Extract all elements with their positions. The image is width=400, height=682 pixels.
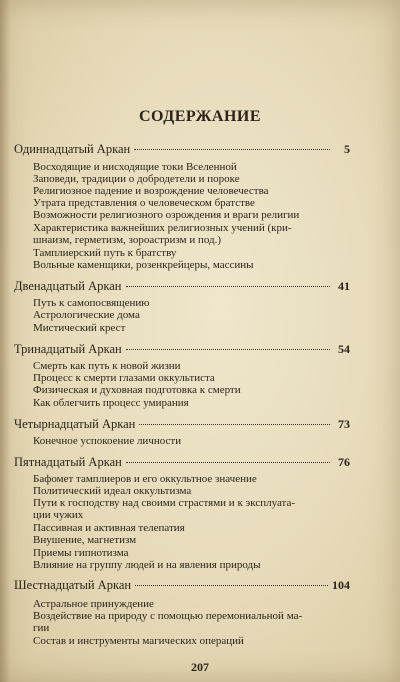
toc-item: Возможности религиозного озрождения и враги религии [33,209,300,221]
toc-item: гии [33,622,50,634]
chapter-page-number: 104 [332,578,350,592]
toc-item: Процесс к смерти глазами оккультиста [33,372,215,384]
toc-item: Политический идеал оккультизма [33,485,192,497]
page-title: СОДЕРЖАНИЕ [138,108,262,125]
toc-item: Вольные каменщики, розенкрейцеры, массины [33,259,254,271]
toc-item: ции чужих [33,509,84,521]
toc-item: Влияние на группу людей и на явления природы [33,559,261,571]
toc-item: Утрата представления о человеческом братстве [33,197,255,209]
dot-leader [126,349,330,350]
toc-item: Астральное принуждение [33,598,154,610]
toc-chapter-13 [14,342,350,356]
toc-item: Путь к самопосвящению [33,297,150,309]
toc-item: Бафомет тамплиеров и его оккультное значение [33,473,257,485]
toc-item: Внушение, магнетизм [33,534,137,546]
chapter-page-number: 54 [338,342,350,356]
chapter-title: Одиннадцатый Аркан [14,142,131,156]
toc-item: Состав и инструменты магических операций [33,635,244,647]
toc-item: Религиозное падение и возрождение человечества [33,185,269,197]
toc-item: шнаизм, герметизм, зороастризм и под.) [33,234,222,246]
chapter-title: Тринадцатый Аркан [14,342,122,356]
chapter-title: Двенадцатый Аркан [14,279,122,293]
chapter-title: Пятнадцатый Аркан [14,455,122,469]
chapter-page-number: 5 [344,142,350,156]
toc-item: Характеристика важнейших религиозных учений (кри- [33,222,292,234]
toc-item: Воздействие на природу с помощью перемониальной ма- [33,610,303,622]
toc-item: Смерть как путь к новой жизни [33,360,181,372]
page-number: 207 [191,660,209,674]
toc-item: Физическая и духовная подготовка к смерти [33,384,241,396]
dot-leader [139,424,330,425]
toc-item: Мистический крест [33,322,126,334]
toc-chapter-14 [14,417,350,431]
toc-item: Пути к господству над своими страстями и к эксплуата- [33,497,296,509]
toc-item: Тамплиерский путь к братству [33,247,177,259]
toc-item: Приемы гипнотизма [33,547,129,559]
toc-chapter-11 [14,142,350,156]
dot-leader [134,149,330,150]
toc-chapter-15 [14,455,350,469]
toc-chapter-16 [14,578,350,592]
chapter-title: Шестнадцатый Аркан [14,578,132,592]
chapter-page-number: 73 [338,417,350,431]
chapter-title: Четырнадцатый Аркан [14,417,136,431]
toc-chapter-12 [14,279,350,293]
dot-leader [126,286,331,287]
toc-item: Астрологические дома [33,309,140,321]
toc-item: Пассивная и активная телепатия [33,522,185,534]
dot-leader [126,462,330,463]
chapter-page-number: 41 [338,279,350,293]
chapter-page-number: 76 [338,455,350,469]
toc-item: Конечное успокоение личности [33,435,182,447]
toc-item: Восходящие и нисходящие токи Вселенной [33,161,237,173]
toc-item: Заповеди, традиции о добродетели и пороке [33,173,240,185]
toc-item: Как облегчить процесс умирания [33,397,189,409]
dot-leader [135,585,328,586]
